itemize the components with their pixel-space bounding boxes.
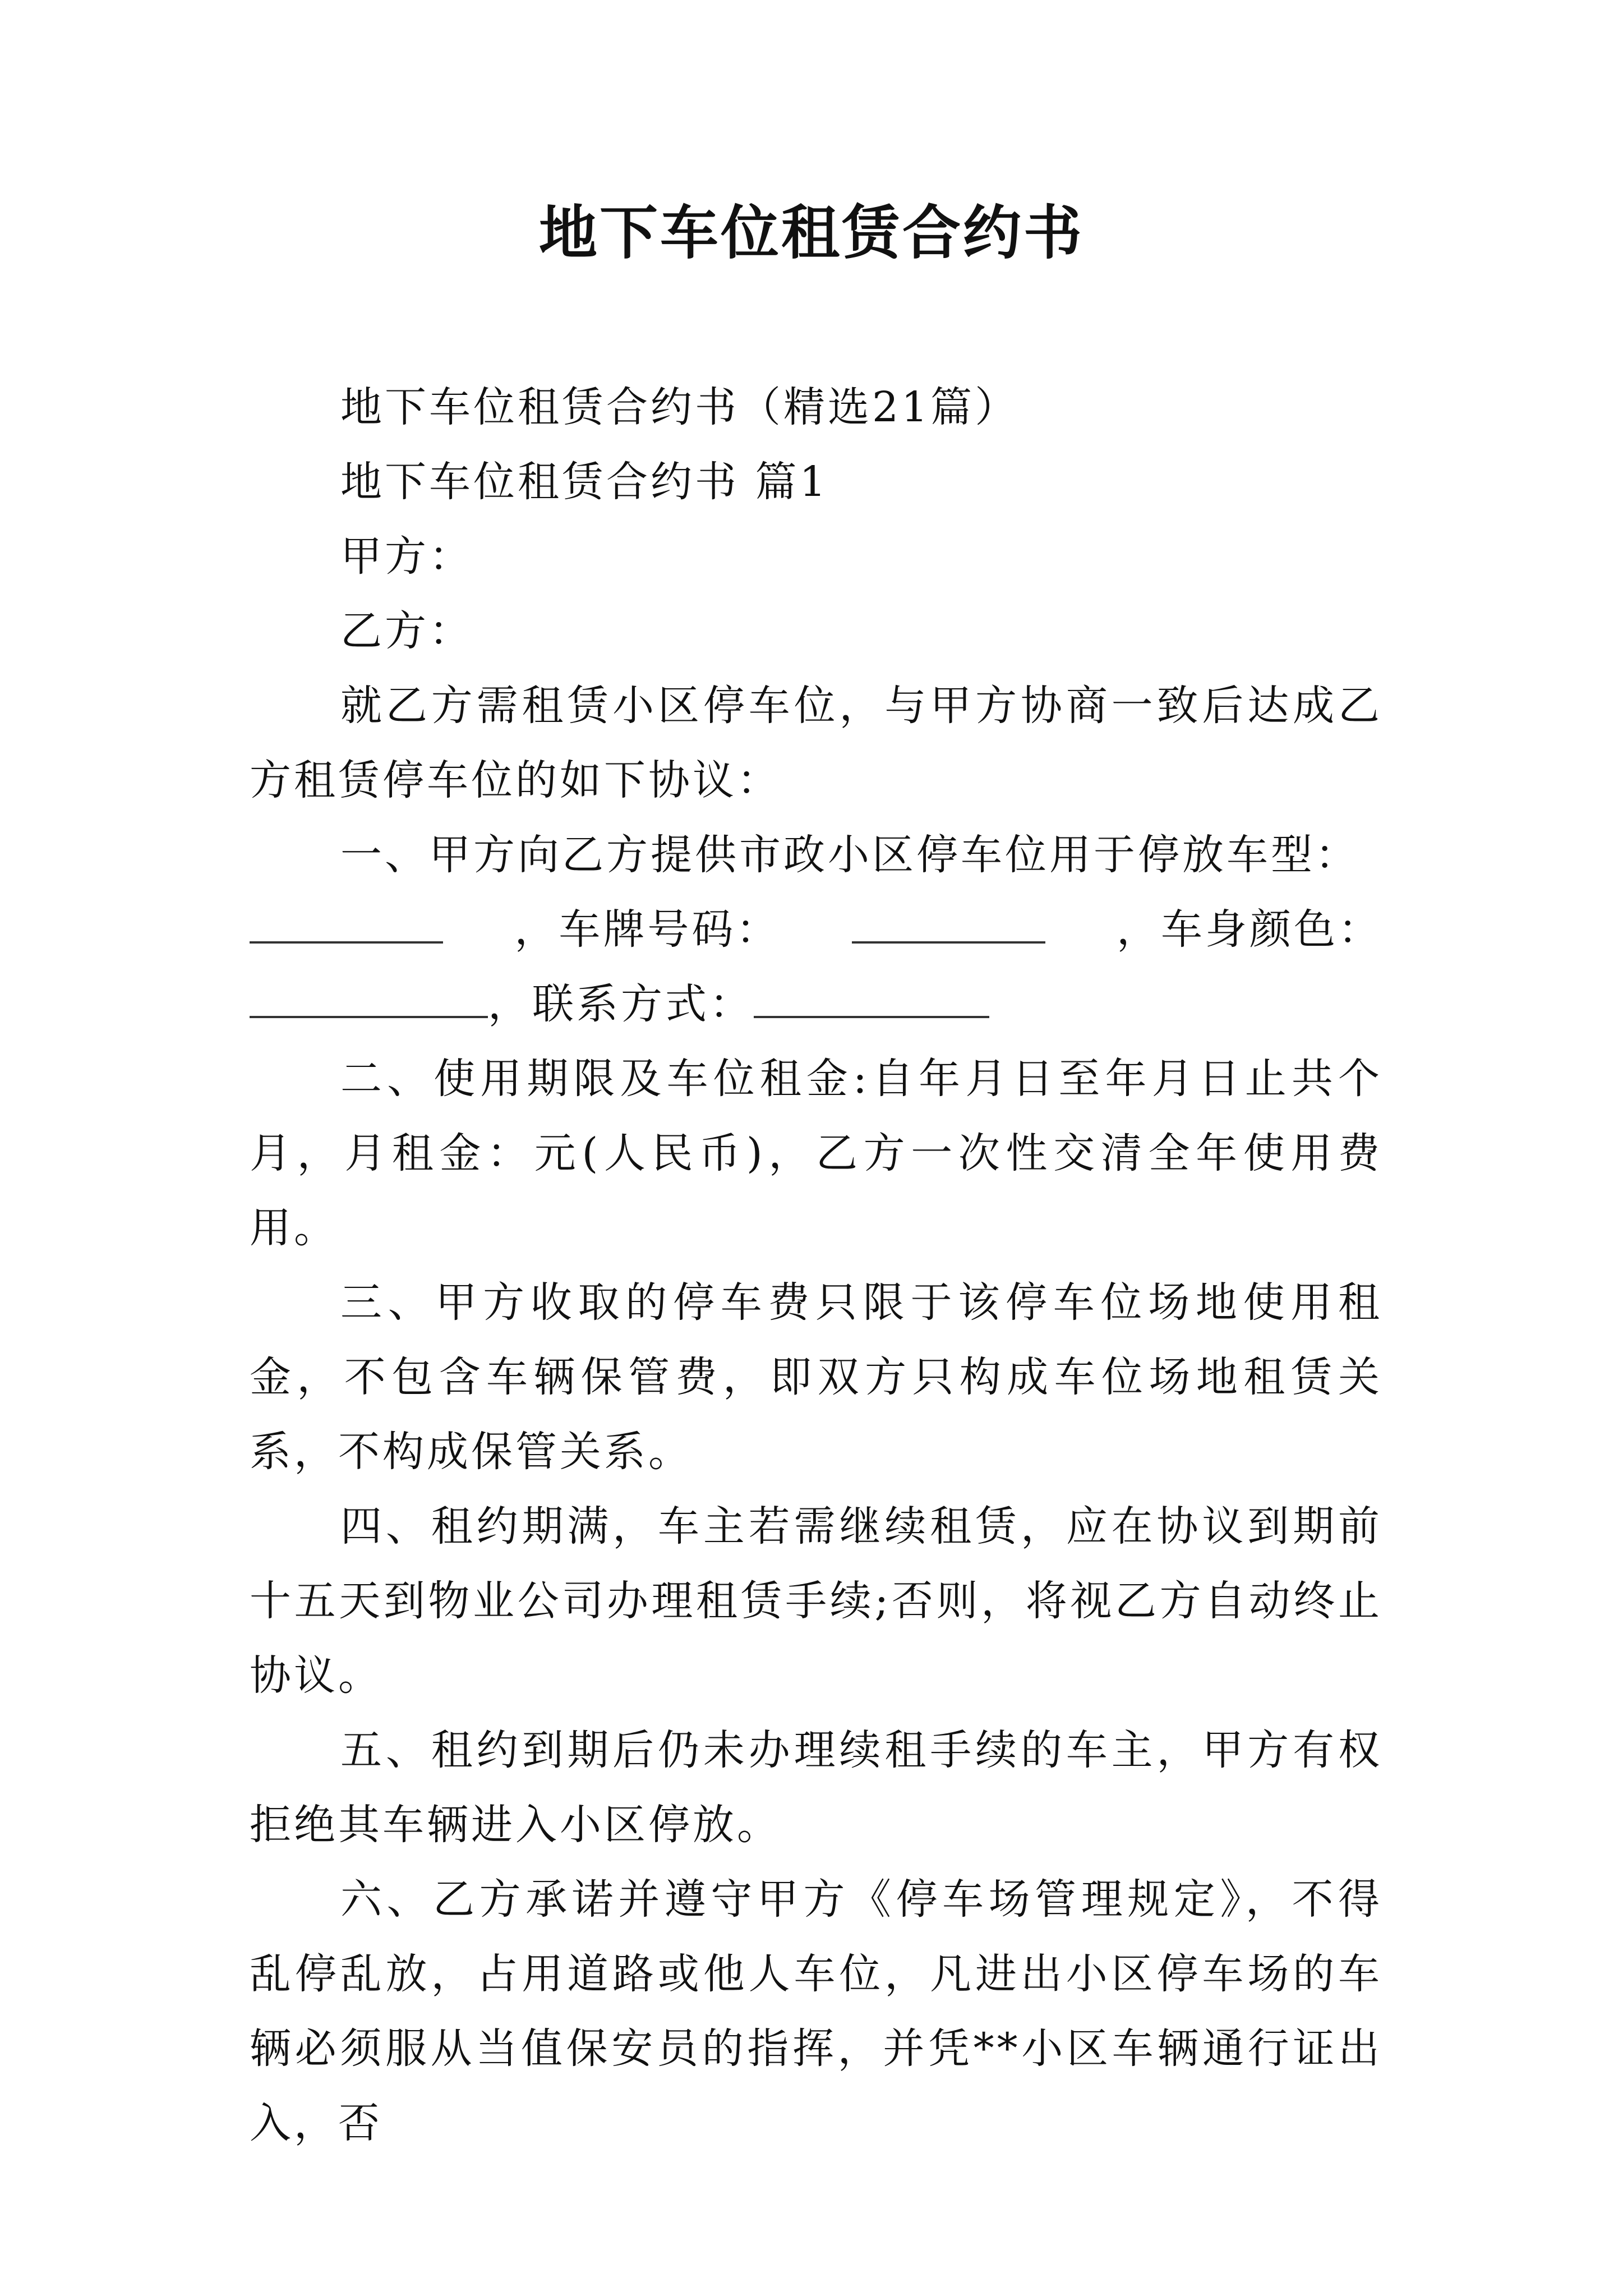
clause-1-fields-row <box>250 892 1382 967</box>
color-label: ，车身颜色： <box>1116 905 1382 954</box>
plate-blank <box>852 908 1045 944</box>
party-b-line: 乙方： <box>340 607 473 655</box>
document-title: 地下车位租赁合约书 <box>538 198 1084 267</box>
clause-3: 三、甲方收取的停车费只限于该停车位场地使用租金，不包含车辆保管费，即双方只构成车位场地租赁关系，不构成保管关系。 <box>250 1278 1382 1476</box>
clause-1-contact-row <box>250 967 1382 1042</box>
contact-blank <box>754 982 989 1018</box>
clause-5: 五、租约到期后仍未办理续租手续的车主，甲方有权拒绝其车辆进入小区停放。 <box>250 1726 1382 1849</box>
contact-label: ，联系方式： <box>488 980 754 1028</box>
document-body <box>250 370 1382 2161</box>
color-blank <box>250 982 488 1018</box>
intro-paragraph: 就乙方需租赁小区停车位，与甲方协商一致后达成乙方租赁停车位的如下协议： <box>250 682 1382 804</box>
car-type-blank <box>250 908 443 944</box>
section-heading: 地下车位租赁合约书 篇1 <box>340 458 829 506</box>
clause-6: 六、乙方承诺并遵守甲方《停车场管理规定》，不得乱停乱放，占用道路或他人车位，凡进出小区停车场的车辆必须服从当值保安员的指挥，并凭**小区车辆通行证出入，否 <box>250 1875 1382 2147</box>
party-a-line: 甲方： <box>340 532 473 581</box>
clause-4: 四、租约期满，车主若需继续租赁，应在协议到期前十五天到物业公司办理租赁手续;否则，将视乙方自动终止协议。 <box>250 1502 1382 1700</box>
clause-1-lead: 一、甲方向乙方提供市政小区停车位用于停放车型： <box>340 831 1359 879</box>
clause-2: 二、使用期限及车位租金:自年月日至年月日止共个月，月租金：元(人民币)，乙方一次性交清全年使用费用。 <box>250 1055 1382 1252</box>
plate-label: ，车牌号码： <box>514 905 781 954</box>
subtitle: 地下车位租赁合约书（精选21篇） <box>340 383 1020 431</box>
